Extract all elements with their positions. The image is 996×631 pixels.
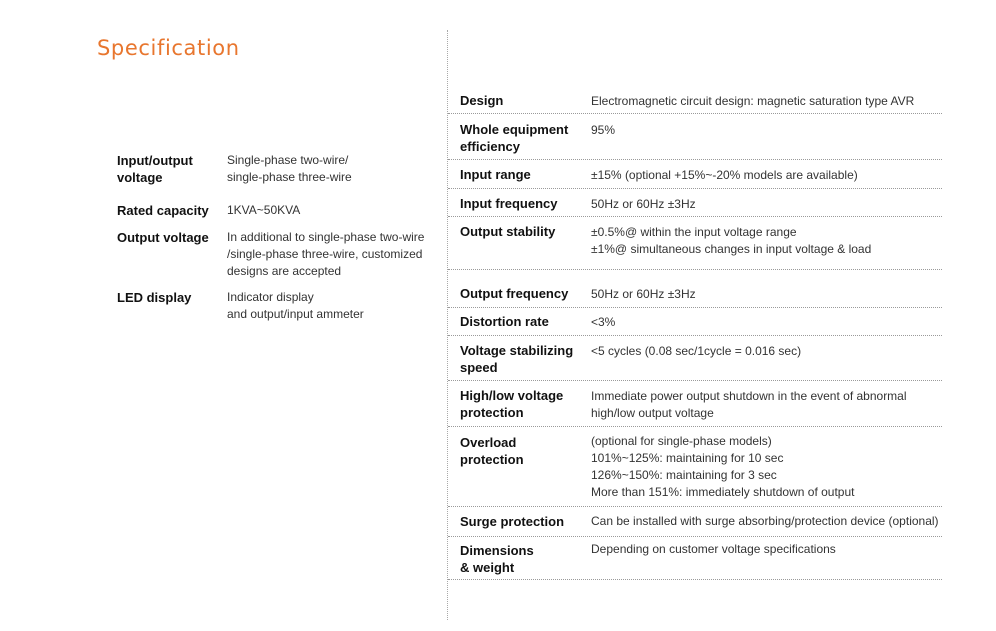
spec-row <box>117 289 442 323</box>
page-title: Specification <box>97 36 240 60</box>
spec-row <box>448 537 942 580</box>
spec-value: ±15% (optional +15%~-20% models are available) <box>591 168 858 182</box>
spec-label: Output stability <box>460 224 556 239</box>
spec-value: <5 cycles (0.08 sec/1cycle = 0.016 sec) <box>591 344 802 358</box>
spec-label: Output frequency <box>460 286 569 301</box>
spec-value: Immediate power output shutdown in the event of abnormal high/low output voltage <box>591 389 907 420</box>
spec-label: Distortion rate <box>460 314 549 329</box>
spec-row <box>448 217 942 270</box>
spec-row <box>448 381 942 427</box>
spec-row <box>448 427 942 507</box>
spec-row <box>448 160 942 189</box>
spec-label: Output voltage <box>117 230 209 245</box>
spec-row <box>448 308 942 336</box>
spec-value: Single-phase two-wire/ single-phase three-wire <box>227 153 352 184</box>
spec-value: 50Hz or 60Hz ±3Hz <box>591 197 696 211</box>
spec-row <box>117 229 442 280</box>
spec-row <box>448 336 942 381</box>
spec-value: Depending on customer voltage specifications <box>591 542 836 556</box>
spec-row <box>448 84 942 114</box>
spec-row <box>117 152 442 186</box>
spec-value: 1KVA~50KVA <box>227 203 301 217</box>
spec-label: Input frequency <box>460 196 558 211</box>
spec-value: <3% <box>591 315 616 329</box>
spec-label: Surge protection <box>460 514 565 529</box>
spec-label: Dimensions & weight <box>460 543 534 575</box>
spec-value: Can be installed with surge absorbing/protection device (optional) <box>591 514 939 528</box>
spec-value: 50Hz or 60Hz ±3Hz <box>591 287 696 301</box>
spec-label: Voltage stabilizing speed <box>460 343 574 375</box>
spec-label: High/low voltage protection <box>460 388 564 420</box>
spec-label: Overload protection <box>460 435 524 467</box>
spec-row <box>448 270 942 308</box>
spec-value: In additional to single-phase two-wire /single-phase three-wire, customized designs are accepted <box>227 230 425 278</box>
spec-label: Design <box>460 93 504 108</box>
spec-row <box>117 202 442 219</box>
spec-label: Input/output voltage <box>117 153 193 185</box>
spec-label: LED display <box>117 290 192 305</box>
spec-row <box>448 189 942 217</box>
spec-value: (optional for single-phase models) 101%~125%: maintaining for 10 sec 126%~150%: maintaining for 3 sec More than 151%: immediately shutdown of output <box>591 434 855 499</box>
spec-value: Indicator display and output/input ammeter <box>227 290 364 321</box>
spec-value: Electromagnetic circuit design: magnetic saturation type AVR <box>591 94 915 108</box>
spec-value: ±0.5%@ within the input voltage range ±1%@ simultaneous changes in input voltage & load <box>591 225 872 256</box>
spec-label: Rated capacity <box>117 203 209 218</box>
spec-label: Whole equipment efficiency <box>460 122 569 154</box>
spec-label: Input range <box>460 167 531 182</box>
spec-value: 95% <box>591 123 616 137</box>
spec-row <box>448 507 942 537</box>
spec-row <box>448 114 942 160</box>
